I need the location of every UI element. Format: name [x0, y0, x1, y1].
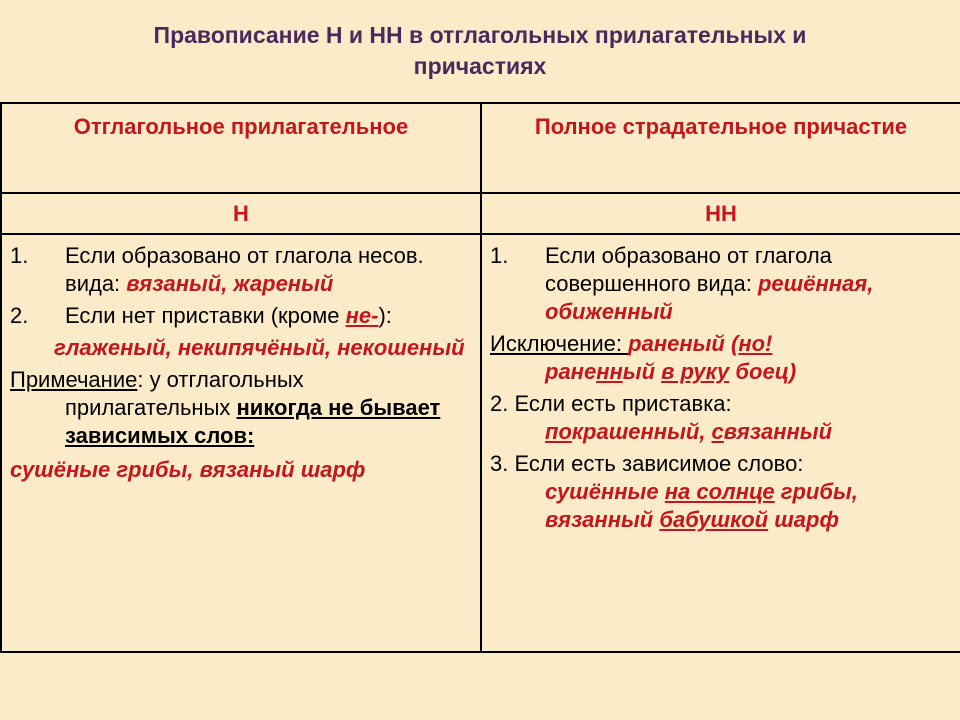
- header-adjective: Отглагольное прилагательное: [1, 103, 481, 193]
- left-note: [10, 366, 472, 450]
- rule-number: 1.: [490, 243, 509, 268]
- title-line-2: причастиях: [413, 53, 547, 79]
- right-rule-1: [490, 242, 952, 326]
- left-rules-cell: [1, 234, 481, 652]
- left-rule-1: [10, 242, 472, 298]
- left-rule-2-example-block: [10, 334, 472, 362]
- rule-example: решённая, обиженный: [545, 271, 874, 324]
- example-1b: грибы,: [774, 479, 858, 504]
- exception-w1a: ране: [545, 359, 597, 384]
- right-rule-2: [490, 390, 952, 446]
- rule-text: 3. Если есть зависимое слово:: [490, 451, 804, 476]
- rule-text: Если образовано от глагола совершенного вида:: [545, 243, 832, 296]
- example-2a: вязанный: [545, 507, 660, 532]
- letter-row: [1, 193, 960, 234]
- rule-text: Если нет приставки (кроме: [65, 303, 346, 328]
- exception-paren: (: [724, 331, 739, 356]
- page-title: [0, 20, 960, 82]
- right-exception: [490, 330, 952, 386]
- prefix-s: с: [711, 419, 724, 444]
- note-text: : у отглагольных прилагательных: [65, 367, 304, 420]
- header-participle: Полное страдательное причастие: [481, 103, 960, 193]
- rule-text: Если образовано от глагола несов. вида:: [65, 243, 424, 296]
- dependent-word-1: на солнце: [664, 479, 775, 504]
- note-example: сушёные грибы, вязаный шарф: [10, 457, 366, 482]
- letter-nn: НН: [481, 193, 960, 234]
- exception-w1c: ый: [622, 359, 662, 384]
- exception-phrase: в руку: [661, 359, 730, 384]
- rules-table: [0, 102, 960, 653]
- letter-n: Н: [1, 193, 481, 234]
- prefix-po: по: [545, 419, 572, 444]
- example-1a: сушённые: [545, 479, 665, 504]
- title-line-1: Правописание Н и НН в отглагольных прилагательных и: [153, 22, 807, 48]
- dependent-word-2: бабушкой: [659, 507, 769, 532]
- note-bold: никогда не бывает зависимых слов:: [65, 395, 441, 448]
- note-label: Примечание: [10, 367, 138, 392]
- rule-example: глаженый, некипячёный, некошеный: [54, 335, 465, 360]
- rule-example: вязаный, жареный: [126, 271, 334, 296]
- example-1-rest: крашенный,: [571, 419, 712, 444]
- exception-w1b: нн: [596, 359, 623, 384]
- left-rule-2: [10, 302, 472, 330]
- exception-rest: боец): [729, 359, 797, 384]
- prefix-ne: не-: [345, 303, 379, 328]
- exception-word: раненый: [628, 331, 725, 356]
- example-2b: шарф: [768, 507, 839, 532]
- right-rules-cell: [481, 234, 960, 652]
- rule-number: 2.: [10, 303, 29, 328]
- exception-but: но!: [738, 331, 773, 356]
- example-2-rest: вязанный: [723, 419, 833, 444]
- left-note-example-block: [10, 456, 472, 484]
- rule-text: 2. Если есть приставка:: [490, 391, 732, 416]
- exception-label: Исключение:: [490, 331, 629, 356]
- rule-text-end: ):: [378, 303, 392, 328]
- body-row: [1, 234, 960, 652]
- header-row: [1, 103, 960, 193]
- rule-number: 1.: [10, 243, 29, 268]
- right-rule-3: [490, 450, 952, 534]
